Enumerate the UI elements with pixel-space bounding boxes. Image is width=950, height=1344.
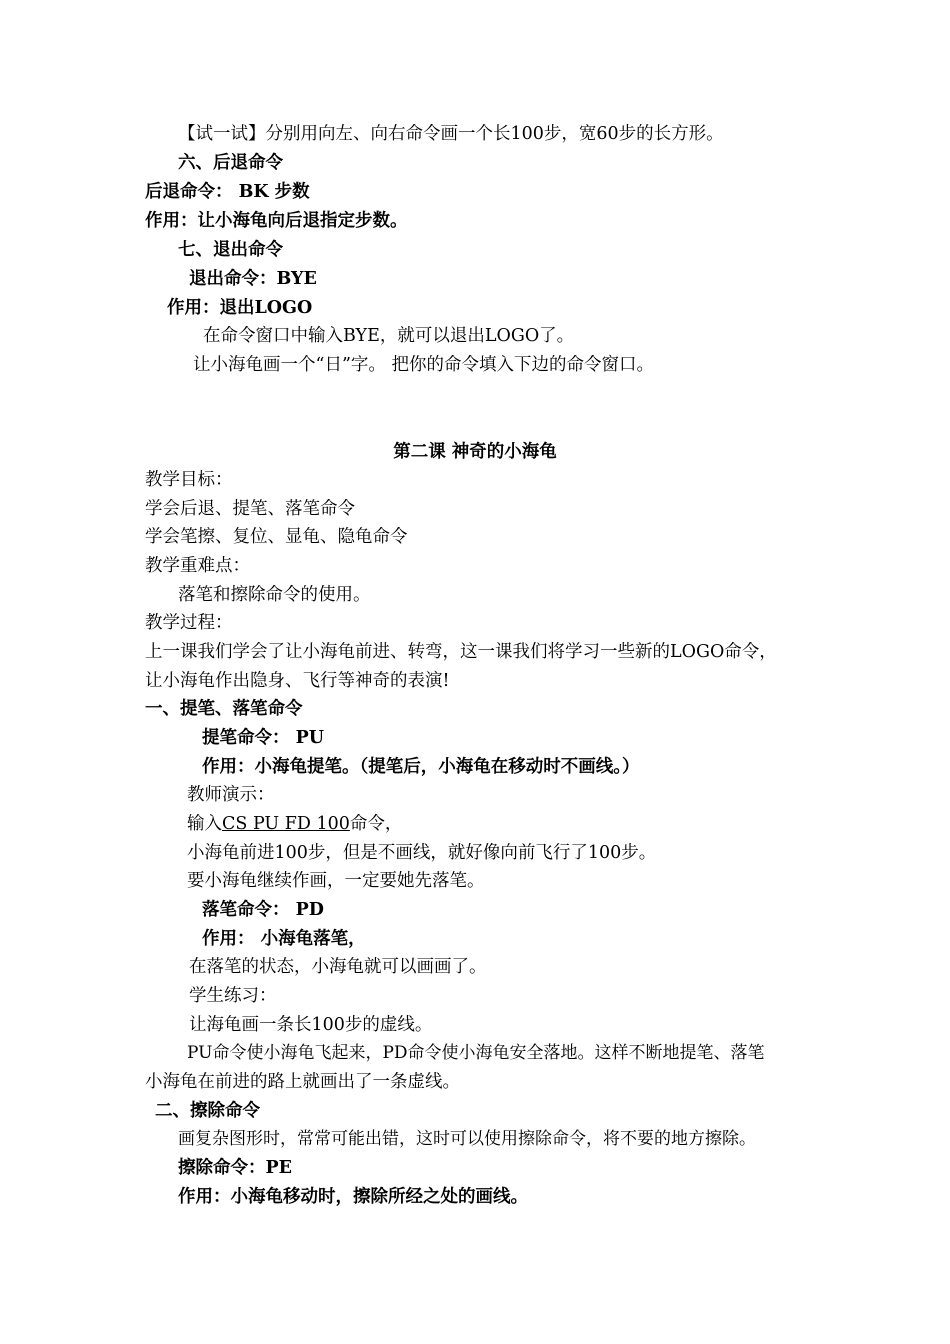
erase-intro: 画复杂图形时，常常可能出错，这时可以使用擦除命令，将不要的地方擦除。 [178,1129,756,1149]
demo-command: CS PU FD 100 [222,814,350,834]
pd-usage: 作用： 小海龟落笔， [202,929,366,949]
goal-label: 教学目标： [145,470,233,490]
intro-line-1: 上一课我们学会了让小海龟前进、转弯，这一课我们将学习一些新的LOGO命令， [145,642,777,662]
bye-note: 在命令窗口中输入BYE，就可以退出LOGO了。 [203,326,575,346]
section-7-heading: 七、退出命令 [178,240,283,260]
bk-command: 后退命令： BK 步数 [145,182,310,202]
lesson-title: 第二课 神奇的小海龟 [393,442,557,462]
demo-label: 教师演示： [187,785,275,805]
intro-line-2: 让小海龟作出隐身、飞行等神奇的表演! [145,671,450,691]
process-label: 教学过程： [145,613,233,633]
section-6-heading: 六、后退命令 [178,153,283,173]
demo-input-line [187,812,402,836]
dash-explain-2: 小海龟在前进的路上就画出了一条虚线。 [145,1072,460,1092]
bye-usage: 作用：退出LOGO [167,298,313,318]
bye-command: 退出命令：BYE [189,269,317,289]
ri-character-task: 让小海龟画一个“日”字。 把你的命令填入下边的命令窗口。 [193,355,654,375]
bk-usage: 作用：让小海龟向后退指定步数。 [145,211,408,231]
input-suffix: 命令， [349,814,403,834]
pu-command: 提笔命令： PU [202,728,325,748]
section-1-heading: 一、提笔、落笔命令 [145,699,303,719]
pu-usage: 作用：小海龟提笔。（提笔后，小海龟在移动时不画线。） [202,757,640,777]
practice-task: 让海龟画一条长100步的虚线。 [189,1015,433,1035]
pu-result: 小海龟前进100步，但是不画线，就好像向前飞行了100步。 [187,843,657,863]
pu-continue: 要小海龟继续作画，一定要她先落笔。 [187,871,485,891]
section-2-heading: 二、擦除命令 [155,1101,260,1121]
practice-label: 学生练习： [189,986,277,1006]
pd-command: 落笔命令： PD [202,900,324,920]
pe-command: 擦除命令：PE [178,1158,292,1178]
dash-explain-1: PU命令使小海龟飞起来，PD命令使小海龟安全落地。这样不断地提笔、落笔 [187,1043,765,1063]
goal-item-1: 学会后退、提笔、落笔命令 [145,499,355,519]
key-points-label: 教学重难点： [145,556,250,576]
try-it-text: 【试一试】分别用向左、向右命令画一个长100步，宽60步的长方形。 [178,124,724,144]
pe-usage: 作用：小海龟移动时，擦除所经之处的画线。 [178,1187,528,1207]
goal-item-2: 学会笔擦、复位、显龟、隐龟命令 [145,527,408,547]
input-prefix: 输入 [187,814,222,834]
key-points-text: 落笔和擦除命令的使用。 [178,585,371,605]
pd-note: 在落笔的状态，小海龟就可以画画了。 [189,957,487,977]
